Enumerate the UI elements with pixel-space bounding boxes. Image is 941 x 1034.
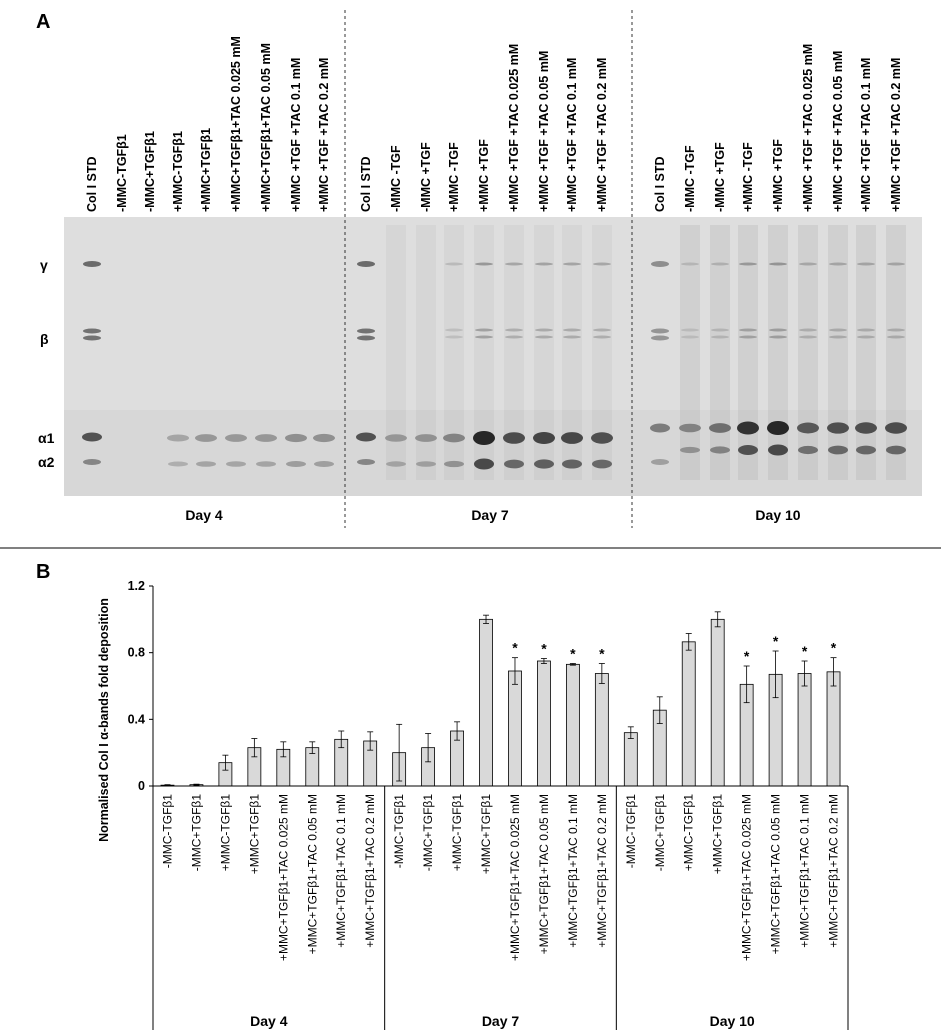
gel-band-alpha1: [473, 431, 495, 445]
band-label-gamma: γ: [40, 257, 48, 273]
gel-image: [64, 217, 922, 496]
x-group-label: Day 10: [709, 1013, 755, 1029]
gel-band-alpha2: [534, 459, 554, 468]
x-category-label: +MMC+TGFβ1+TAC 0.2 mM: [594, 794, 609, 948]
gel-band-beta: [857, 336, 875, 339]
gel-band-alpha1: [503, 432, 525, 444]
gel-band-alpha2: [196, 461, 216, 467]
gel-band-beta: [445, 336, 463, 339]
bar: [480, 619, 493, 786]
significance-marker: *: [570, 645, 576, 662]
significance-marker: *: [541, 640, 547, 657]
gel-band-beta: [83, 329, 101, 334]
gel-band-beta: [681, 336, 699, 339]
gel-band-alpha2: [562, 459, 582, 468]
gel-lane-label: +MMC +TGF: [771, 139, 785, 212]
y-tick-label: 0: [138, 779, 145, 793]
bar: [798, 674, 811, 787]
gel-band-alpha1: [855, 422, 877, 433]
gel-band-alpha1: [827, 422, 849, 433]
x-group-label: Day 7: [481, 1013, 520, 1029]
gel-band-gamma: [711, 263, 729, 266]
bar: [566, 664, 579, 786]
x-category-label: -MMC+TGFβ1: [189, 794, 204, 872]
x-category-label: +MMC+TGFβ1+TAC 0.1 mM: [334, 794, 349, 948]
gel-band-beta: [651, 329, 669, 334]
gel-band-beta: [505, 329, 523, 332]
x-category-label: +MMC+TGFβ1+TAC 0.05 mM: [305, 794, 320, 955]
x-category-label: +MMC+TGFβ1: [710, 794, 725, 875]
gel-band-beta: [593, 336, 611, 339]
x-category-label: -MMC-TGFβ1: [392, 794, 407, 869]
x-category-label: -MMC-TGFβ1: [160, 794, 175, 869]
gel-band-alpha2: [504, 460, 524, 469]
gel-day-label-3: Day 10: [755, 507, 801, 523]
gel-lane-label: -MMC +TGF: [419, 142, 433, 212]
gel-band-alpha1: [385, 434, 407, 442]
gel-band-gamma: [829, 263, 847, 266]
bar-series: [161, 612, 840, 786]
x-axis: [153, 786, 848, 1030]
gel-band-alpha2: [768, 445, 788, 456]
gel-band-alpha1: [285, 434, 307, 442]
panel-a-letter: A: [36, 11, 51, 33]
gel-band-alpha1: [82, 433, 102, 442]
gel-band-beta: [505, 336, 523, 339]
gel-band-alpha2: [856, 446, 876, 455]
x-category-label: +MMC+TGFβ1+TAC 0.1 mM: [797, 794, 812, 948]
x-category-label: +MMC+TGFβ1+TAC 0.025 mM: [276, 794, 291, 962]
gel-band-beta: [357, 329, 375, 334]
gel-day-label-1: Day 4: [185, 507, 223, 523]
gel-lane-label: +MMC +TGF +TAC 0.025 mM: [507, 43, 521, 212]
gel-band-alpha1: [225, 434, 247, 442]
band-label-beta: β: [40, 331, 49, 347]
gel-lane-label: +MMC +TGF +TAC 0.1 mM: [289, 57, 303, 212]
gel-band-alpha1: [885, 422, 907, 433]
y-axis: [128, 579, 153, 793]
gel-lane-label: +MMC+TGFβ1+TAC 0.025 mM: [229, 36, 243, 212]
gel-lane-label: Col I STD: [85, 156, 99, 212]
x-category-label: +MMC+TGFβ1+TAC 0.05 mM: [536, 794, 551, 955]
gel-band-alpha1: [591, 432, 613, 443]
gel-band-beta: [857, 329, 875, 332]
gel-band-beta: [739, 336, 757, 339]
gel-lane-label: +MMC +TGF +TAC 0.05 mM: [831, 50, 845, 212]
gel-band-alpha2: [314, 461, 334, 467]
gel-band-beta: [769, 329, 787, 332]
gel-band-gamma: [535, 263, 553, 266]
bar: [624, 733, 637, 786]
x-category-label: +MMC-TGFβ1: [218, 794, 233, 872]
bar: [595, 674, 608, 787]
x-category-label: +MMC+TGFβ1+TAC 0.2 mM: [363, 794, 378, 948]
x-category-label: +MMC-TGFβ1: [681, 794, 696, 872]
gel-band-beta: [799, 336, 817, 339]
gel-band-alpha1: [709, 423, 731, 433]
gel-lane-label: +MMC +TGF +TAC 0.2 mM: [889, 57, 903, 212]
gel-band-alpha2: [710, 446, 730, 453]
gel-band-alpha1: [561, 432, 583, 444]
gel-band-alpha1: [767, 421, 789, 435]
gel-band-beta: [563, 336, 581, 339]
bar: [682, 642, 695, 786]
gel-band-alpha1: [679, 424, 701, 433]
gel-band-beta: [83, 336, 101, 341]
gel-band-alpha1: [313, 434, 335, 442]
band-label-alpha2: α2: [38, 454, 55, 470]
gel-band-gamma: [505, 263, 523, 266]
gel-lane-label: -MMC -TGF: [389, 145, 403, 212]
gel-band-alpha1: [443, 434, 465, 443]
significance-marker: *: [830, 639, 837, 656]
gel-band-gamma: [739, 263, 757, 266]
gel-lane-label: +MMC +TGF +TAC 0.025 mM: [801, 43, 815, 212]
gel-band-gamma: [445, 263, 463, 266]
gel-band-beta: [357, 336, 375, 341]
gel-band-alpha1: [533, 432, 555, 444]
gel-band-beta: [535, 329, 553, 332]
gel-band-alpha1: [195, 434, 217, 442]
gel-band-beta: [829, 329, 847, 332]
gel-band-alpha1: [167, 434, 189, 441]
gel-band-gamma: [887, 263, 905, 266]
gel-band-alpha1: [737, 422, 759, 435]
gel-day-label-2: Day 7: [471, 507, 509, 523]
gel-lane-label: Col I STD: [359, 156, 373, 212]
gel-band-beta: [563, 329, 581, 332]
y-tick-label: 1.2: [127, 579, 145, 593]
panel-b-letter: B: [36, 561, 51, 583]
gel-band-gamma: [593, 263, 611, 266]
gel-band-gamma: [681, 263, 699, 266]
gel-band-alpha2: [168, 462, 188, 467]
gel-band-alpha2: [592, 460, 612, 469]
x-category-label: +MMC+TGFβ1+TAC 0.2 mM: [826, 794, 841, 948]
x-category-label: +MMC+TGFβ1+TAC 0.025 mM: [739, 794, 754, 962]
x-category-label: +MMC+TGFβ1+TAC 0.1 mM: [565, 794, 580, 948]
gel-lane-label: +MMC+TGFβ1+TAC 0.05 mM: [259, 43, 273, 212]
gel-band-beta: [711, 329, 729, 332]
gel-band-gamma: [857, 263, 875, 266]
gel-band-alpha2: [386, 461, 406, 466]
gel-band-beta: [593, 329, 611, 332]
gel-band-beta: [769, 336, 787, 339]
gel-lane-label: +MMC +TGF: [477, 139, 491, 212]
gel-band-gamma: [769, 263, 787, 266]
significance-marker: *: [743, 648, 750, 664]
gel-band-alpha2: [474, 459, 494, 470]
gel-band-beta: [535, 336, 553, 339]
gel-band-alpha2: [256, 461, 276, 467]
x-category-label: -MMC-TGFβ1: [623, 794, 638, 869]
gel-band-beta: [651, 336, 669, 341]
x-category-label: +MMC+TGFβ1+TAC 0.025 mM: [507, 794, 522, 962]
gel-band-alpha2: [680, 447, 700, 453]
gel-band-beta: [711, 336, 729, 339]
gel-band-beta: [681, 329, 699, 332]
significance-marker: *: [512, 639, 518, 656]
gel-band-alpha1: [255, 434, 277, 442]
bar: [711, 619, 724, 786]
gel-band-alpha1: [356, 433, 376, 442]
gel-band-beta: [475, 336, 493, 339]
gel-band-alpha2: [444, 461, 464, 467]
gel-lane-label: +MMC +TGF +TAC 0.1 mM: [565, 57, 579, 212]
gel-lane-label: +MMC +TGF +TAC 0.1 mM: [859, 57, 873, 212]
gel-lane-label: -MMC -TGF: [683, 145, 697, 212]
y-tick-label: 0.4: [127, 712, 145, 727]
gel-band-gamma: [357, 261, 375, 267]
gel-band-beta: [887, 329, 905, 332]
gel-band-alpha2: [651, 459, 669, 465]
gel-band-alpha1: [415, 434, 437, 442]
x-category-label: +MMC+TGFβ1+TAC 0.05 mM: [768, 794, 783, 955]
gel-band-beta: [829, 336, 847, 339]
gel-band-beta: [445, 329, 463, 332]
x-category-label: +MMC+TGFβ1: [247, 794, 262, 875]
gel-band-alpha1: [650, 424, 670, 433]
gel-band-beta: [739, 329, 757, 332]
gel-band-alpha1: [797, 423, 819, 434]
gel-band-alpha2: [798, 446, 818, 454]
gel-lane-label: +MMC -TGF: [447, 142, 461, 212]
gel-band-beta: [475, 329, 493, 332]
gel-band-gamma: [651, 261, 669, 267]
gel-lane-label: +MMC +TGF +TAC 0.05 mM: [537, 50, 551, 212]
bar: [508, 671, 521, 786]
gel-band-alpha2: [828, 446, 848, 455]
gel-lane-label: -MMC +TGF: [713, 142, 727, 212]
band-label-alpha1: α1: [38, 430, 55, 446]
gel-band-gamma: [799, 263, 817, 266]
gel-band-alpha2: [886, 446, 906, 455]
gel-lane-label: +MMC+TGFβ1: [199, 127, 213, 212]
y-axis-label: Normalised Col I α-bands fold deposition: [97, 598, 111, 842]
gel-band-alpha2: [357, 459, 375, 465]
lane-labels: [85, 36, 903, 212]
significance-marker: *: [599, 645, 605, 662]
gel-lane-label: +MMC +TGF +TAC 0.2 mM: [595, 57, 609, 212]
x-category-label: +MMC+TGFβ1: [479, 794, 494, 875]
x-category-label: -MMC+TGFβ1: [421, 794, 436, 872]
gel-lane-label: +MMC -TGF: [741, 142, 755, 212]
gel-lane-label: -MMC-TGFβ1: [115, 134, 129, 212]
y-tick-label: 0.8: [127, 645, 145, 660]
gel-band-gamma: [563, 263, 581, 266]
x-category-label: +MMC-TGFβ1: [450, 794, 465, 872]
gel-lane-label: -MMC+TGFβ1: [143, 131, 157, 212]
bar: [827, 672, 840, 786]
gel-band-alpha2: [738, 445, 758, 455]
gel-lane-label: +MMC +TGF +TAC 0.2 mM: [317, 57, 331, 212]
gel-band-alpha2: [286, 461, 306, 467]
x-group-label: Day 4: [250, 1013, 288, 1029]
gel-lane-label: +MMC-TGFβ1: [171, 131, 185, 212]
significance-marker: *: [772, 633, 779, 649]
gel-lane-label: Col I STD: [653, 156, 667, 212]
gel-band-gamma: [83, 261, 101, 267]
gel-band-alpha2: [416, 461, 436, 467]
gel-band-alpha2: [226, 461, 246, 467]
significance-marker: *: [801, 643, 808, 659]
bar: [537, 661, 550, 786]
gel-band-gamma: [475, 263, 493, 266]
gel-band-beta: [887, 336, 905, 339]
x-category-label: -MMC+TGFβ1: [652, 794, 667, 872]
gel-band-beta: [799, 329, 817, 332]
gel-band-alpha2: [83, 459, 101, 465]
